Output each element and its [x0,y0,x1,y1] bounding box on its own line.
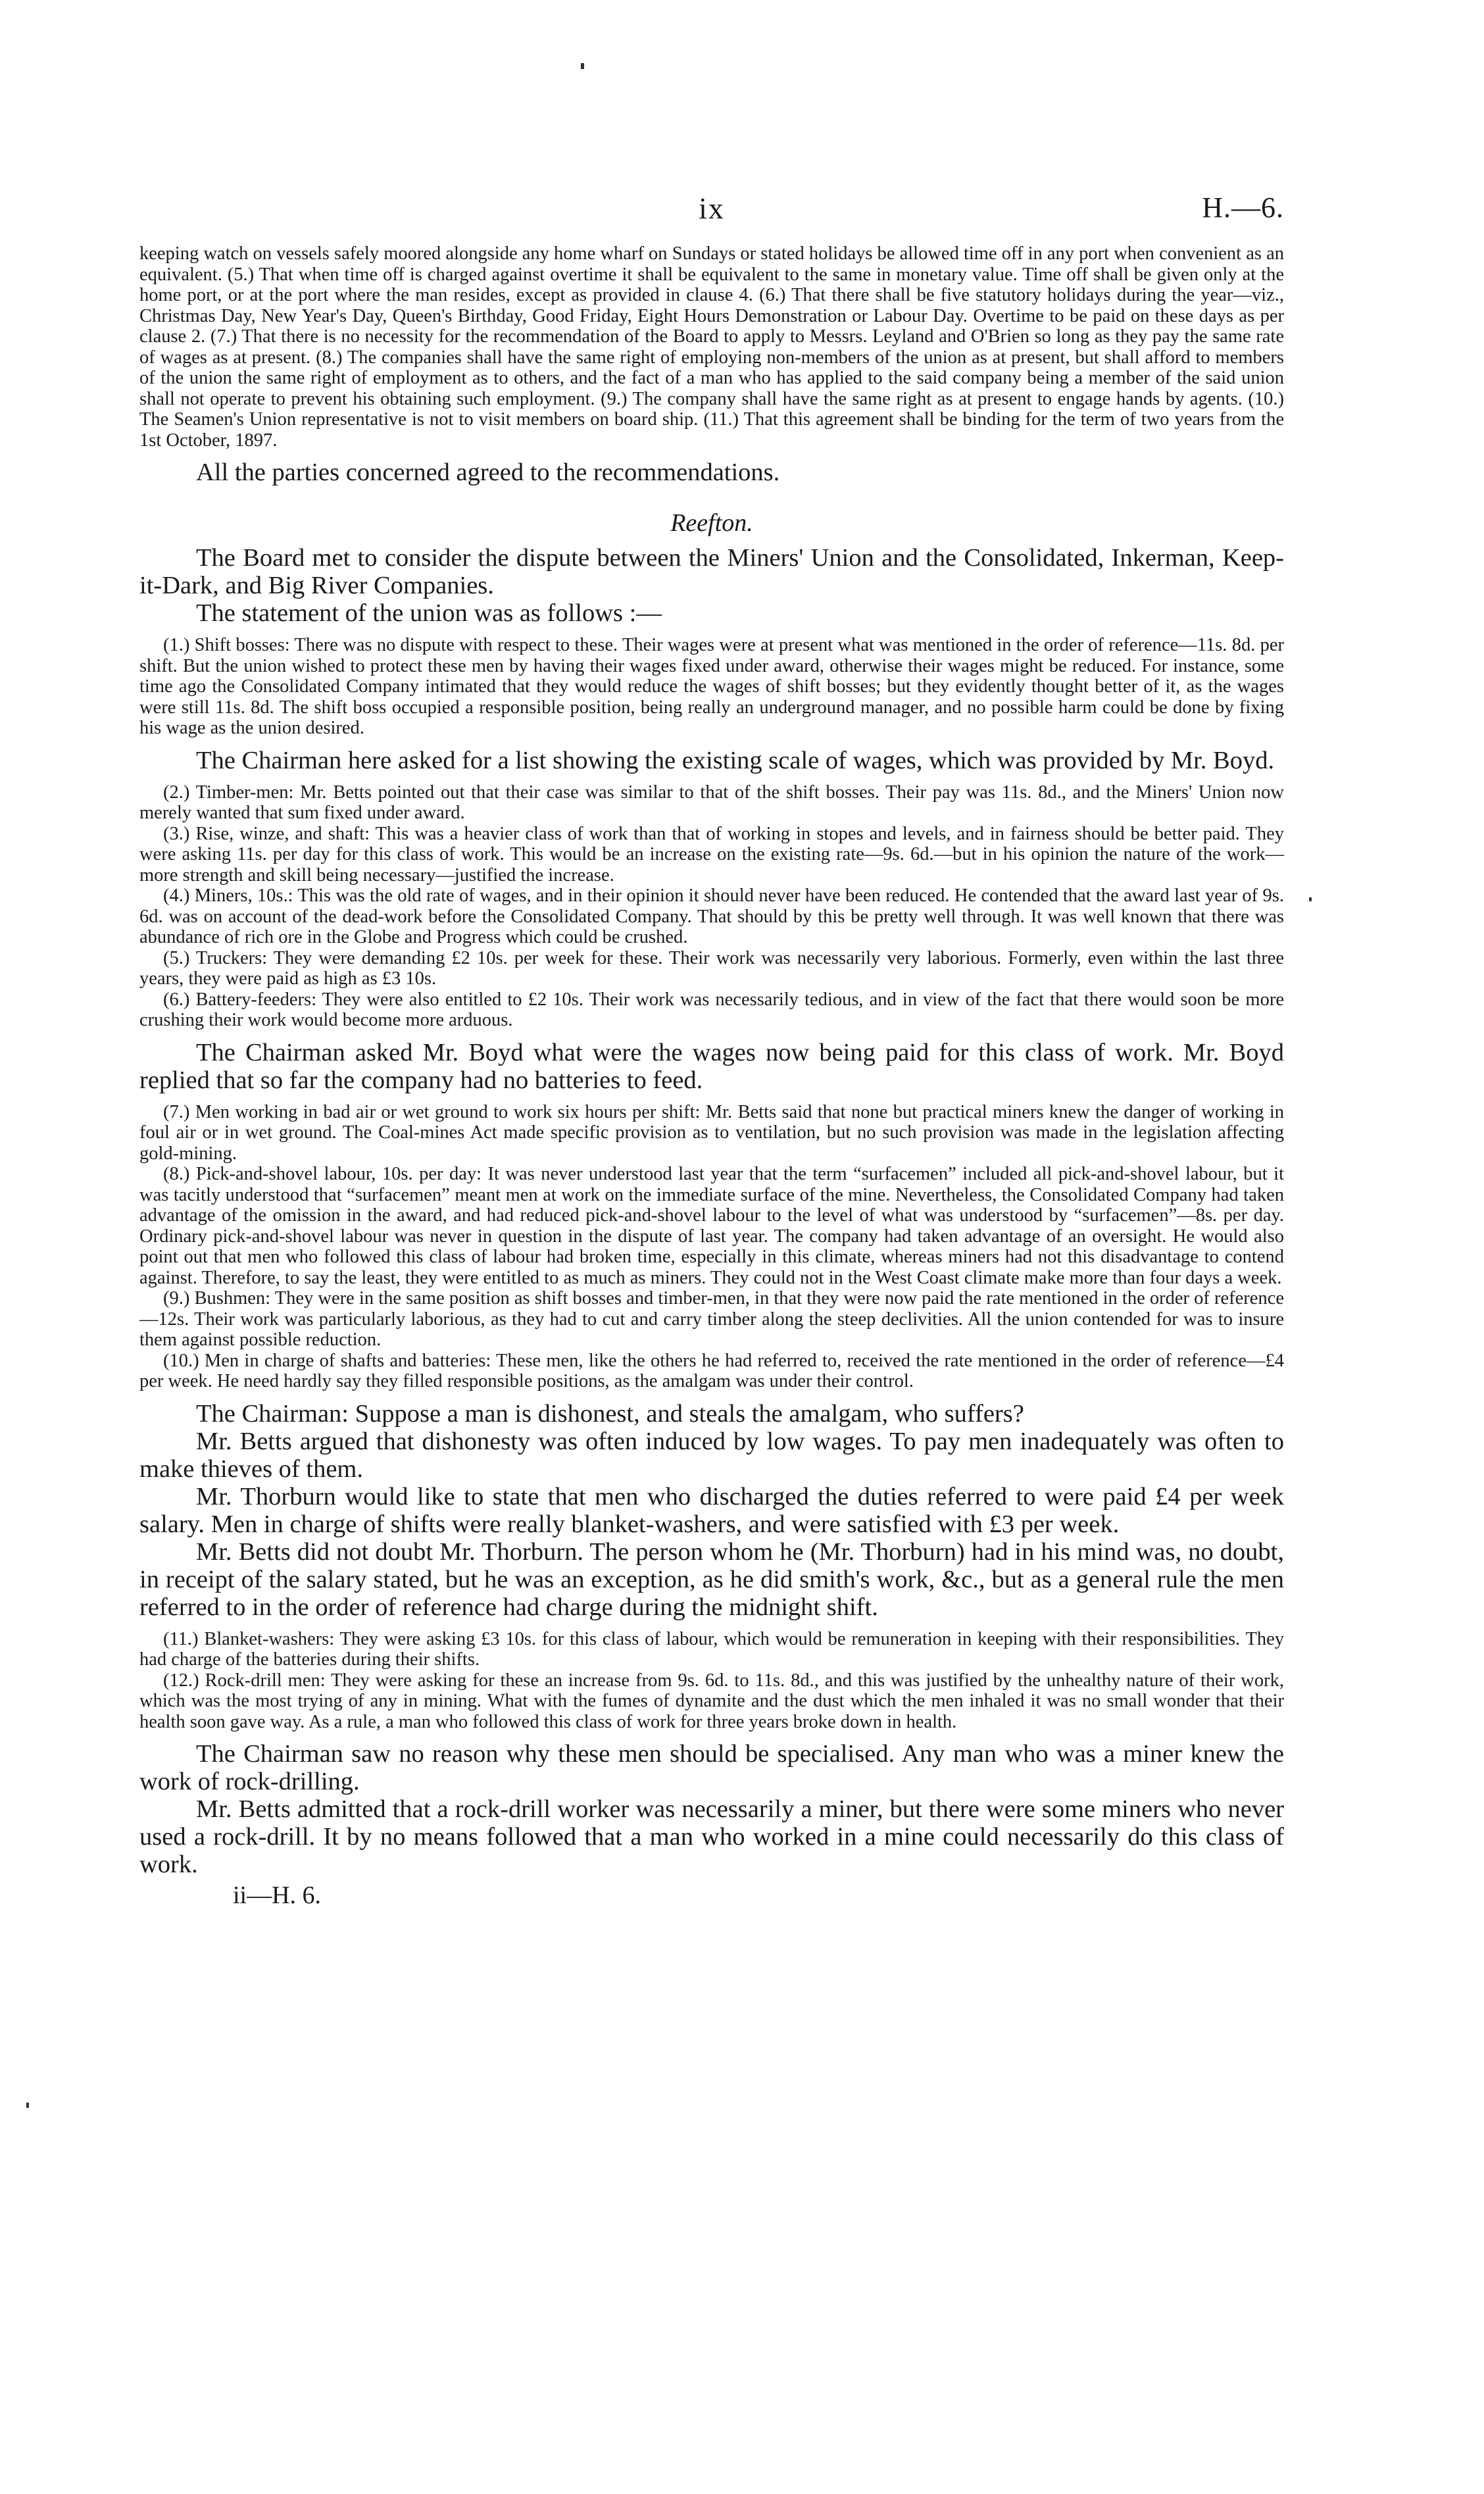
body-paragraph: Mr. Betts argued that dishonesty was often induced by low wages. To pay men inadequately was often to make thieves of them. [139,1427,1284,1483]
testimony-paragraph: (5.) Truckers: They were demanding £2 10s. per week for these. Their work was necessarily very laborious. Formerly, even within the last three years, they were paid as high as £3 10s. [139,947,1284,989]
signature-mark: ii—H. 6. [233,1882,322,1909]
body-paragraph: The Chairman: Suppose a man is dishonest, and steals the amalgam, who suffers? [196,1399,1024,1428]
document-body [139,243,1284,1878]
body-paragraph: The Board met to consider the dispute between the Miners' Union and the Consolidated, Inkerman, Keep-it-Dark, and Big River Companies. [139,544,1284,599]
body-paragraph: Mr. Betts did not doubt Mr. Thorburn. The person whom he (Mr. Thorburn) had in his mind was, no doubt, in receipt of the salary stated, but he was an exception, as he did smith's work, &c., but as a general rule the men referred to in the order of reference had charge during the midnight shift. [139,1537,1284,1621]
margin-speck-top [581,63,584,69]
page-header [139,191,1284,243]
page-number: ix [699,191,725,225]
testimony-paragraph: (2.) Timber-men: Mr. Betts pointed out that their case was similar to that of the shift bosses. Their pay was 11s. 8d., and the Miners' Union now merely wanted that sum fixed under award. [139,782,1284,823]
margin-speck-right [1309,897,1312,901]
margin-speck-left [26,2103,29,2108]
testimony-paragraph: (9.) Bushmen: They were in the same position as shift bosses and timber-men, in that they were now paid the rate mentioned in the order of reference—12s. Their work was particularly laborious, as they had to cut and carry timber along the steep declivities. All the union contended for was to insure them against possible reduction. [139,1288,1284,1350]
body-paragraph: The Chairman asked Mr. Boyd what were the wages now being paid for this class of work. Mr. Boyd replied that so far the company had no batteries to feed. [139,1038,1284,1094]
page-reference: H.—6. [1202,191,1284,224]
section-heading: Reefton. [670,509,753,537]
document-page [139,191,1284,1910]
body-paragraph: The Chairman saw no reason why these men should be specialised. Any man who was a miner knew the work of rock-drilling. [139,1740,1284,1795]
testimony-paragraph: (7.) Men working in bad air or wet ground to work six hours per shift: Mr. Betts said that none but practical miners knew the danger of working in foul air or in wet ground. The Coal-mines Act made specific provision as to ventilation, but no such provision was made in the legislation affecting gold-mining. [139,1101,1284,1164]
testimony-paragraph: (3.) Rise, winze, and shaft: This was a heavier class of work than that of working in stopes and levels, and in fairness should be better paid. They were asking 11s. per day for this class of work. This would be an increase on the existing rate—9s. 6d.—but in his opinion the nature of the work—more strength and skill being necessary—justified the increase. [139,823,1284,885]
body-paragraph: All the parties concerned agreed to the recommendations. [196,459,780,486]
testimony-paragraph: (1.) Shift bosses: There was no dispute with respect to these. Their wages were at present what was mentioned in the order of reference—11s. 8d. per shift. But the union wished to protect these men by having their wages fixed under award, otherwise their wages might be reduced. For instance, some time ago the Consolidated Company intimated that they would reduce the wages of shift bosses; but they evidently thought better of it, as the wages were still 11s. 8d. The shift boss occupied a responsible position, being really an underground manager, and no possible harm could be done by fixing his wage as the union desired. [139,635,1284,738]
body-paragraph: Mr. Betts admitted that a rock-drill worker was necessarily a miner, but there were some miners who never used a rock-drill. It by no means followed that a man who worked in a mine could necessarily do this class of work. [139,1795,1284,1878]
body-paragraph: Mr. Thorburn would like to state that men who discharged the duties referred to were paid £4 per week salary. Men in charge of shifts were really blanket-washers, and were satisfied with £3 per week. [139,1482,1284,1538]
testimony-paragraph: (4.) Miners, 10s.: This was the old rate of wages, and in their opinion it should never have been reduced. He contended that the award last year of 9s. 6d. was on account of the dead-work before the Consolidated Company. That should by this be pretty well through. It was well known that there was abundance of rich ore in the Globe and Progress which could be crushed. [139,885,1284,947]
testimony-paragraph: keeping watch on vessels safely moored alongside any home wharf on Sundays or stated holidays be allowed time off in any port when convenient as an equivalent. (5.) That when time off is charged against overtime it shall be equivalent to the same in monetary value. Time off shall be given only at the home port, or at the port where the man resides, except as provided in clause 4. (6.) That there shall be five statutory holidays during the year—viz., Christmas Day, New Year's Day, Queen's Birthday, Good Friday, Eight Hours Demonstration or Labour Day. Overtime to be paid on these days as per clause 2. (7.) That there is no necessity for the recommendation of the Board to apply to Messrs. Leyland and O'Brien so long as they pay the same rate of wages as at present. (8.) The companies shall have the same right of employing non-members of the union as at present, but shall afford to members of the union the same right of employment as to others, and the fact of a man who has applied to the said company being a member of the said union shall not operate to prevent his obtaining such employment. (9.) The company shall have the same right as at present to engage hands by agents. (10.) The Seamen's Union representative is not to visit members on board ship. (11.) That this agreement shall be binding for the term of two years from the 1st October, 1897. [139,243,1284,451]
testimony-paragraph: (6.) Battery-feeders: They were also entitled to £2 10s. Their work was necessarily tedious, and in view of the fact that there would soon be more crushing their work would become more arduous. [139,989,1284,1030]
body-paragraph: The Chairman here asked for a list showing the existing scale of wages, which was provided by Mr. Boyd. [196,746,1275,774]
testimony-paragraph: (10.) Men in charge of shafts and batteries: These men, like the others he had referred to, received the rate mentioned in the order of reference—£4 per week. He need hardly say they filled responsible positions, as the amalgam was under their control. [139,1350,1284,1391]
testimony-paragraph: (8.) Pick-and-shovel labour, 10s. per day: It was never understood last year that the term “surfacemen” included all pick-and-shovel labour, but it was tacitly understood that “surfacemen” meant men at work on the immediate surface of the mine. Nevertheless, the Consolidated Company had taken advantage of the omission in the award, and had reduced pick-and-shovel labour to the level of what was understood by “surfacemen”—8s. per day. Ordinary pick-and-shovel labour was never in question in the dispute of last year. The company had taken advantage of an oversight. He would also point out that men who followed this class of labour had broken time, especially in this climate, whereas miners had not this disadvantage to contend against. Therefore, to say the least, they were entitled to as much as miners. They could not in the West Coast climate make more than four days a week. [139,1164,1284,1288]
testimony-paragraph: (11.) Blanket-washers: They were asking £3 10s. for this class of labour, which would be remuneration in keeping with their responsibilities. They had charge of the batteries during their shifts. [139,1628,1284,1670]
body-paragraph: The statement of the union was as follows :— [196,599,662,627]
testimony-paragraph: (12.) Rock-drill men: They were asking for these an increase from 9s. 6d. to 11s. 8d., and this was justified by the unhealthy nature of their work, which was the most trying of any in mining. What with the fumes of dynamite and the dust which the men inhaled it was no small wonder that their health soon gave way. As a rule, a man who followed this class of work for three years broke down in health. [139,1670,1284,1732]
